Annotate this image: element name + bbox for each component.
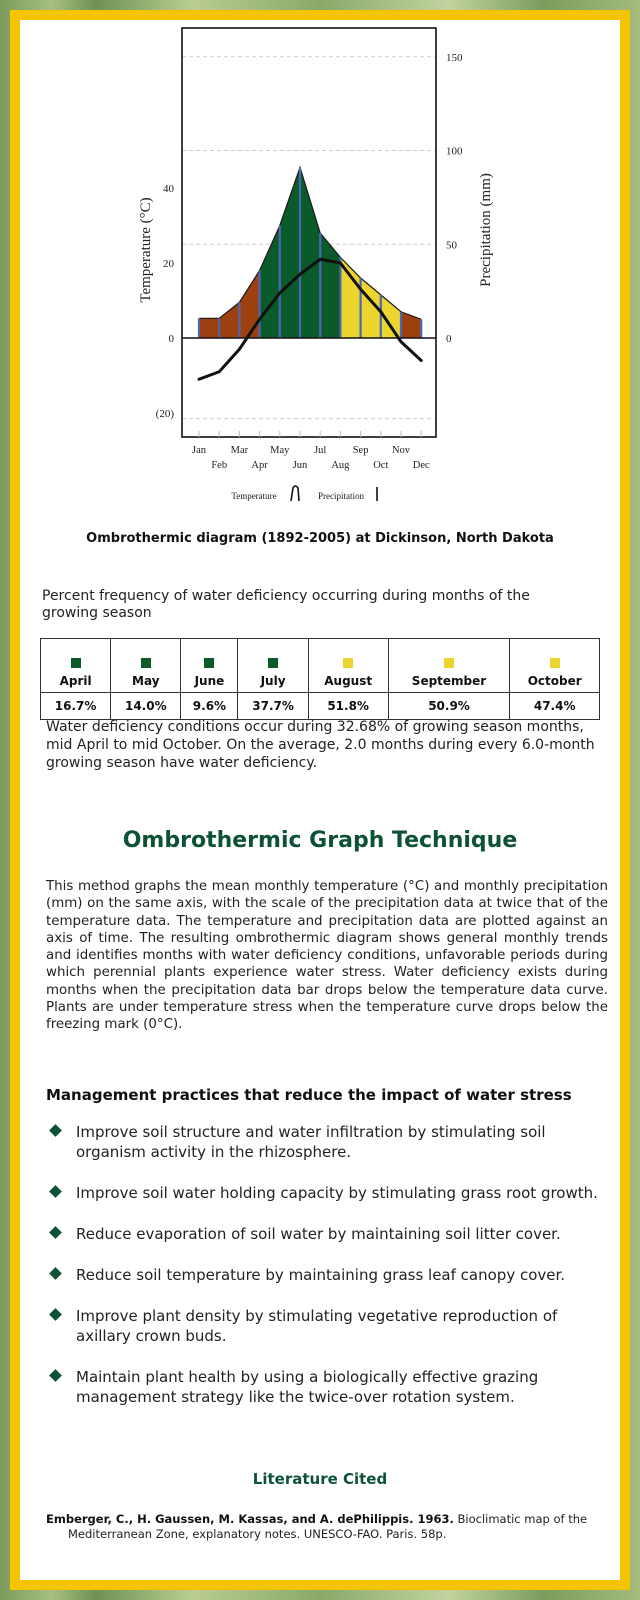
management-heading: Management practices that reduce the impact of water stress <box>46 1086 572 1104</box>
deficiency-value-row <box>41 693 600 720</box>
right-tick-label: 100 <box>446 145 463 158</box>
practice-item <box>46 1265 606 1285</box>
month-label: August <box>324 674 373 688</box>
month-header-july <box>238 639 308 693</box>
precip-band-feb <box>219 302 239 338</box>
x-tick-label: Jul <box>314 445 327 456</box>
deficiency-intro: Percent frequency of water deficiency occurring during months of the growing season <box>42 588 530 621</box>
precip-band-jul <box>320 233 340 338</box>
technique-heading: Ombrothermic Graph Technique <box>122 828 518 853</box>
right-tick-label: 150 <box>446 51 463 64</box>
literature-heading: Literature Cited <box>252 1470 388 1488</box>
legend-temperature-icon <box>291 486 299 501</box>
precip-band-aug <box>340 257 360 338</box>
citation-authors: Emberger, C., H. Gaussen, M. Kassas, and A. dePhilippis. 1963. <box>46 1512 454 1526</box>
practice-text: Reduce evaporation of soil water by maintaining soil litter cover. <box>76 1225 561 1243</box>
month-label: April <box>59 674 92 688</box>
month-label: October <box>527 674 582 688</box>
diamond-bullet-icon <box>49 1308 62 1321</box>
left-tick-label: 0 <box>168 333 174 345</box>
right-axis-label: Precipitation (mm) <box>478 173 494 287</box>
x-tick-label: Jun <box>292 460 308 471</box>
month-header-august <box>308 639 388 693</box>
month-value: 9.6% <box>181 693 238 720</box>
x-tick-label: Nov <box>391 445 411 456</box>
citation-details: Bioclimatic map of the Mediterranean Zone, explanatory notes. UNESCO-FAO. Paris. 58p. <box>68 1512 588 1541</box>
x-tick-label: May <box>270 445 290 456</box>
practice-text: Maintain plant health by using a biologically effective grazing management strategy like the twice-over rotation system. <box>76 1368 539 1406</box>
practice-item <box>46 1367 606 1407</box>
practice-item <box>46 1306 606 1346</box>
month-label: September <box>411 674 487 688</box>
swatch-icon <box>71 658 81 668</box>
diamond-bullet-icon <box>49 1369 62 1382</box>
swatch-icon <box>141 658 151 668</box>
technique-body: This method graphs the mean monthly temperature (°C) and monthly precipitation (mm) on the same axis, with the scale of the precipitation data at twice that of the temperature data. The temperature and precipitation data are plotted against an axis of time. The resulting ombrothermic diagram shows general monthly trends and identifies months with water deficiency conditions, unfavorable periods during which perennial plants experience water stress. Water deficiency exists during months when the precipitation data bar drops below the temperature data curve. Plants are under temperature stress when the temperature curve drops below the freezing mark (0°C). <box>46 879 608 1033</box>
month-label: May <box>132 674 160 688</box>
month-header-october <box>510 639 600 693</box>
month-value: 51.8% <box>308 693 388 720</box>
practice-text: Improve plant density by stimulating vegetative reproduction of axillary crown buds. <box>76 1307 558 1345</box>
right-tick-label: 50 <box>446 239 457 252</box>
practice-item <box>46 1122 606 1162</box>
chart-svg <box>20 20 620 525</box>
month-header-april <box>41 639 111 693</box>
left-axis-label: Temperature (°C) <box>138 197 154 303</box>
left-tick-label: (20) <box>155 408 174 420</box>
practice-item <box>46 1224 606 1244</box>
precip-band-may <box>280 167 300 338</box>
x-tick-label: Dec <box>412 460 430 471</box>
month-header-september <box>388 639 510 693</box>
deficiency-summary: Water deficiency conditions occur during 32.68% of growing season months, mid April to mid October. On the average, 2.0 months during every 6.0-month growing season have water deficiency. <box>46 719 595 771</box>
precip-band-mar <box>239 271 259 339</box>
month-header-june <box>181 639 238 693</box>
precip-band-jan <box>199 318 219 338</box>
swatch-icon <box>444 658 454 668</box>
precip-band-apr <box>260 226 280 339</box>
x-tick-label: Apr <box>251 460 268 471</box>
month-label: July <box>260 674 286 688</box>
right-tick-label: 0 <box>446 333 452 345</box>
precip-band-jun <box>300 167 320 338</box>
month-value: 50.9% <box>388 693 510 720</box>
month-header-may <box>111 639 181 693</box>
poster-page <box>20 20 620 1580</box>
practice-text: Improve soil structure and water infiltration by stimulating soil organism activity in the rhizosphere. <box>76 1123 546 1161</box>
deficiency-table <box>40 638 600 720</box>
management-list <box>46 1122 606 1428</box>
practice-text: Improve soil water holding capacity by stimulating grass root growth. <box>76 1184 598 1202</box>
x-tick-label: Sep <box>352 445 369 456</box>
legend-temperature-label: Temperature <box>231 491 277 501</box>
diamond-bullet-icon <box>49 1124 62 1137</box>
x-tick-label: Feb <box>211 460 228 471</box>
deficiency-header-row <box>41 639 600 693</box>
ombrothermic-chart <box>20 20 620 540</box>
x-tick-label: Aug <box>331 460 350 471</box>
practice-item <box>46 1183 606 1203</box>
diamond-bullet-icon <box>49 1267 62 1280</box>
swatch-icon <box>268 658 278 668</box>
month-label: June <box>194 674 225 688</box>
left-tick-label: 20 <box>163 258 174 270</box>
month-value: 14.0% <box>111 693 181 720</box>
legend-precipitation-label: Precipitation <box>318 491 364 501</box>
swatch-icon <box>343 658 353 668</box>
month-value: 37.7% <box>238 693 308 720</box>
citation <box>46 1512 628 1542</box>
swatch-icon <box>204 658 214 668</box>
left-tick-label: 40 <box>163 183 174 195</box>
diamond-bullet-icon <box>49 1185 62 1198</box>
month-value: 47.4% <box>510 693 600 720</box>
practice-text: Reduce soil temperature by maintaining grass leaf canopy cover. <box>76 1266 566 1284</box>
swatch-icon <box>550 658 560 668</box>
x-tick-label: Oct <box>373 460 389 471</box>
month-value: 16.7% <box>41 693 111 720</box>
x-tick-label: Mar <box>230 445 249 456</box>
x-tick-label: Jan <box>192 445 206 456</box>
diamond-bullet-icon <box>49 1226 62 1239</box>
chart-title: Ombrothermic diagram (1892-2005) at Dickinson, North Dakota <box>86 531 554 546</box>
